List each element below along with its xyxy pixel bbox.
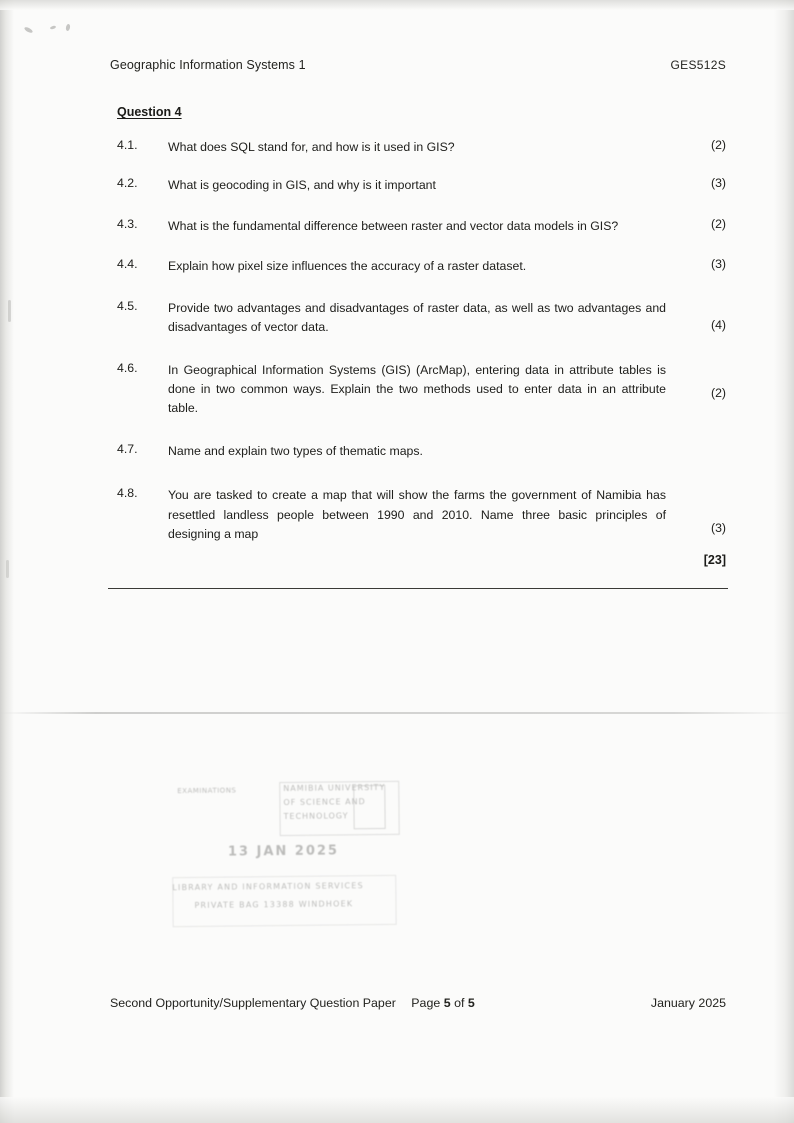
question-number: 4.3. <box>117 216 138 231</box>
section-divider <box>108 588 728 589</box>
scan-speck <box>6 560 9 578</box>
question-item <box>110 257 726 276</box>
question-item <box>110 138 726 157</box>
question-text: What does SQL stand for, and how is it used in GIS? <box>168 140 455 154</box>
question-marks: (4) <box>710 317 726 332</box>
footer-page-current: 5 <box>443 996 451 1010</box>
scan-edge-shadow-bottom <box>0 1097 794 1123</box>
footer-page-prefix: Page <box>411 996 441 1010</box>
stamp-line-6: PRIVATE BAG 13388 WINDHOEK <box>194 899 354 910</box>
question-number: 4.8. <box>117 486 138 501</box>
question-number: 4.2. <box>117 176 138 191</box>
library-stamp <box>171 777 401 941</box>
question-marks: (2) <box>710 385 726 400</box>
footer-page-total: 5 <box>467 996 475 1010</box>
stamp-date: 13 JAN 2025 <box>227 843 340 860</box>
stamp-line-2: OF SCIENCE AND <box>283 797 366 808</box>
question-item <box>110 442 726 461</box>
question-number: 4.5. <box>117 298 138 313</box>
question-item <box>110 299 726 338</box>
question-text: What is the fundamental difference between raster and vector data models in GIS? <box>168 218 619 233</box>
question-item <box>110 486 726 544</box>
scan-fold-line <box>0 712 794 714</box>
footer-page-indicator <box>411 996 474 1010</box>
stamp-line-5: LIBRARY AND INFORMATION SERVICES <box>172 881 364 893</box>
stamp-line-1: NAMIBIA UNIVERSITY <box>283 782 386 794</box>
question-number: 4.1. <box>117 138 138 152</box>
question-text: What is geocoding in GIS, and why is it important <box>168 178 436 193</box>
stamp-header-left: EXAMINATIONS <box>177 786 237 796</box>
section-total-marks: [23] <box>703 553 726 567</box>
stamp-outer-box <box>172 875 397 927</box>
scan-speck <box>50 25 57 30</box>
scan-speck <box>8 300 11 322</box>
question-marks: (2) <box>710 216 726 231</box>
question-list <box>110 138 726 564</box>
question-text: Provide two advantages and disadvantages of raster data, as well as two advantages and disadvantages of vector data. <box>168 300 666 335</box>
scan-speck <box>65 24 70 32</box>
question-text: In Geographical Information Systems (GIS) (ArcMap), entering data in attribute tables is done in two common ways. Explain the two methods used to enter data in an attribute table. <box>168 362 666 416</box>
question-text: Explain how pixel size influences the accuracy of a raster dataset. <box>168 259 527 274</box>
question-item <box>110 361 726 419</box>
course-title: Geographic Information Systems 1 <box>110 58 306 72</box>
question-text: Name and explain two types of thematic maps. <box>168 443 423 458</box>
stamp-line-3: TECHNOLOGY <box>283 811 349 822</box>
page-footer <box>110 996 726 1010</box>
scan-speck <box>24 26 34 34</box>
question-item <box>110 176 726 195</box>
question-number: 4.4. <box>117 257 138 272</box>
footer-page-of: of <box>454 996 465 1010</box>
question-item <box>110 217 726 236</box>
course-code: GES512S <box>670 58 726 72</box>
footer-date: January 2025 <box>650 996 726 1010</box>
question-number: 4.7. <box>117 441 138 456</box>
section-heading: Question 4 <box>117 105 182 119</box>
question-marks: (3) <box>710 521 726 536</box>
scan-edge-shadow-right <box>774 0 794 1123</box>
question-marks: (3) <box>710 257 726 272</box>
page-header <box>110 58 726 72</box>
footer-paper-label: Second Opportunity/Supplementary Question Paper <box>110 996 396 1010</box>
scan-edge-shadow-top <box>0 0 794 10</box>
question-marks: (2) <box>710 138 726 152</box>
question-text: You are tasked to create a map that will show the farms the government of Namibia has resettled landless people between 1990 and 2010. Name three basic principles of designing a map <box>168 488 666 542</box>
footer-paper-type <box>110 996 475 1010</box>
question-marks: (3) <box>710 176 726 191</box>
question-number: 4.6. <box>117 360 138 375</box>
